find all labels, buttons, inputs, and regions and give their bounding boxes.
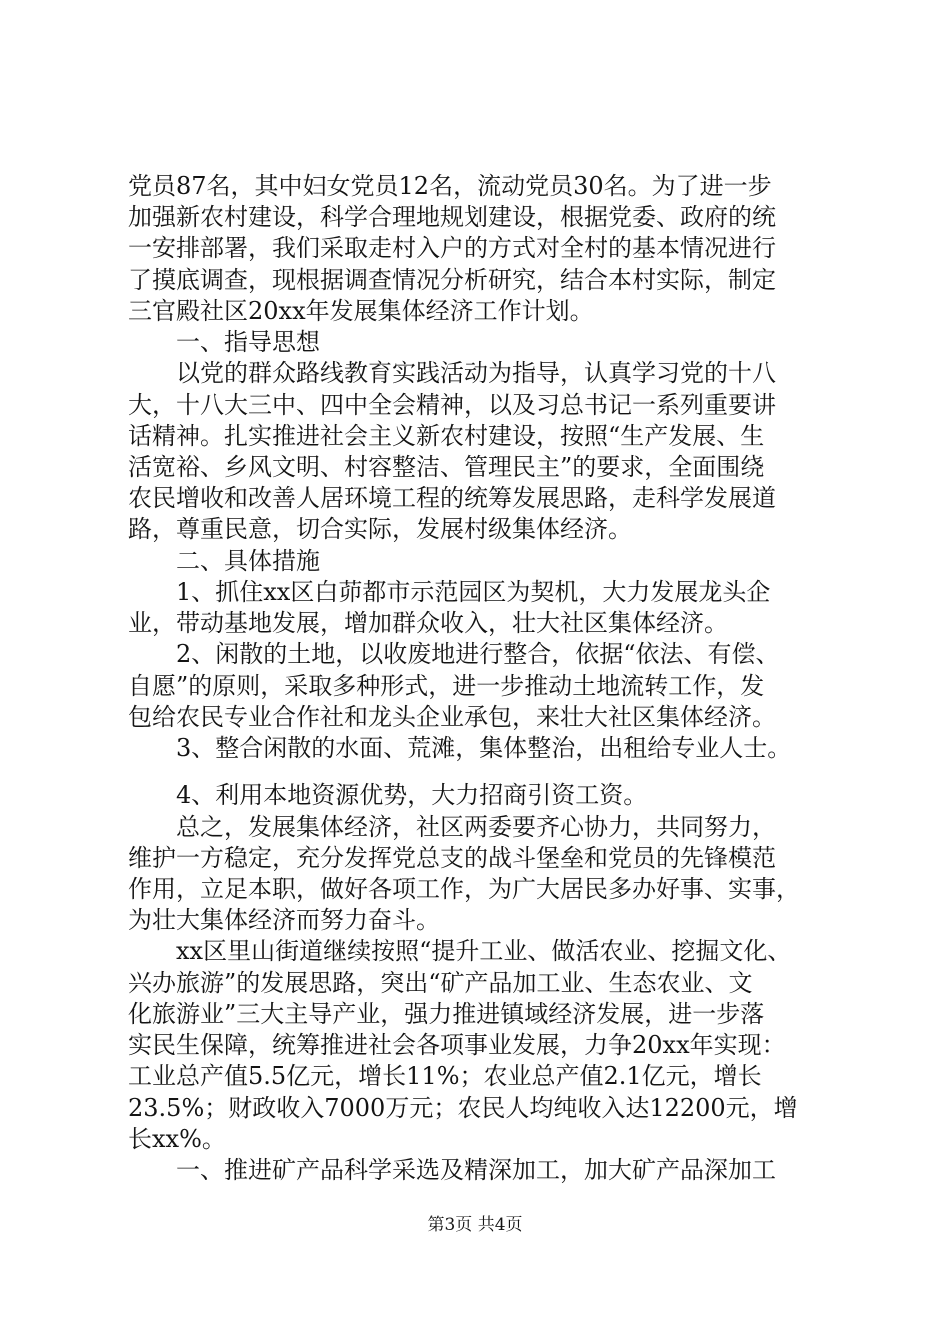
text-line: 长xx%。 xyxy=(128,1125,226,1153)
text-line: 业，带动基地发展，增加群众收入，壮大社区集体经济。 xyxy=(128,609,728,637)
text-line: 4、利用本地资源优势，大力招商引资工资。 xyxy=(176,781,648,809)
text-line: 路，尊重民意，切合实际，发展村级集体经济。 xyxy=(128,515,632,543)
text-line: 维护一方稳定，充分发挥党总支的战斗堡垒和党员的先锋模范 xyxy=(128,844,776,872)
text-line: 一安排部署，我们采取走村入户的方式对全村的基本情况进行 xyxy=(128,234,776,262)
text-line: 2、闲散的土地，以收废地进行整合，依据“依法、有偿、 xyxy=(176,640,780,668)
text-line: 3、整合闲散的水面、荒滩，集体整治，出租给专业人士。 xyxy=(176,734,792,762)
text-line: 23.5%；财政收入7000万元；农民人均纯收入达12200元，增 xyxy=(128,1094,798,1122)
text-line: 活宽裕、乡风文明、村容整洁、管理民主”的要求，全面围绕 xyxy=(128,453,765,481)
text-line: 化旅游业”三大主导产业，强力推进镇域经济发展，进一步落 xyxy=(128,1000,765,1028)
text-line: xx区里山街道继续按照“提升工业、做活农业、挖掘文化、 xyxy=(176,937,792,965)
text-line: 三官殿社区20xx年发展集体经济工作计划。 xyxy=(128,297,594,325)
text-line: 包给农民专业合作社和龙头企业承包，来壮大社区集体经济。 xyxy=(128,703,776,731)
text-line: 大，十八大三中、四中全会精神，以及习总书记一系列重要讲 xyxy=(128,391,776,419)
text-line: 为壮大集体经济而努力奋斗。 xyxy=(128,906,440,934)
section-heading: 二、具体措施 xyxy=(176,547,320,575)
text-line: 党员87名，其中妇女党员12名，流动党员30名。为了进一步 xyxy=(128,172,772,200)
text-line: 加强新农村建设，科学合理地规划建设，根据党委、政府的统 xyxy=(128,203,776,231)
text-line: 作用，立足本职，做好各项工作，为广大居民多办好事、实事， xyxy=(128,875,800,903)
text-line: 1、抓住xx区白茆都市示范园区为契机，大力发展龙头企 xyxy=(176,578,771,606)
page-footer: 第3页 共4页 xyxy=(427,1215,523,1235)
text-line: 实民生保障，统筹推进社会各项事业发展，力争20xx年实现： xyxy=(128,1031,786,1059)
section-heading: 一、指导思想 xyxy=(176,328,320,356)
text-line: 以党的群众路线教育实践活动为指导，认真学习党的十八 xyxy=(176,359,776,387)
text-line: 了摸底调查，现根据调查情况分析研究，结合本村实际，制定 xyxy=(128,266,776,294)
text-line: 一、推进矿产品科学采选及精深加工，加大矿产品深加工 xyxy=(176,1156,776,1184)
text-line: 自愿”的原则，采取多种形式，进一步推动土地流转工作，发 xyxy=(128,672,765,700)
text-line: 兴办旅游”的发展思路，突出“矿产品加工业、生态农业、文 xyxy=(128,969,753,997)
text-line: 农民增收和改善人居环境工程的统筹发展思路，走科学发展道 xyxy=(128,484,776,512)
text-line: 话精神。扎实推进社会主义新农村建设，按照“生产发展、生 xyxy=(128,422,765,450)
text-line: 工业总产值5.5亿元，增长11%；农业总产值2.1亿元，增长 xyxy=(128,1062,762,1090)
text-line: 总之，发展集体经济，社区两委要齐心协力，共同努力， xyxy=(176,813,776,841)
